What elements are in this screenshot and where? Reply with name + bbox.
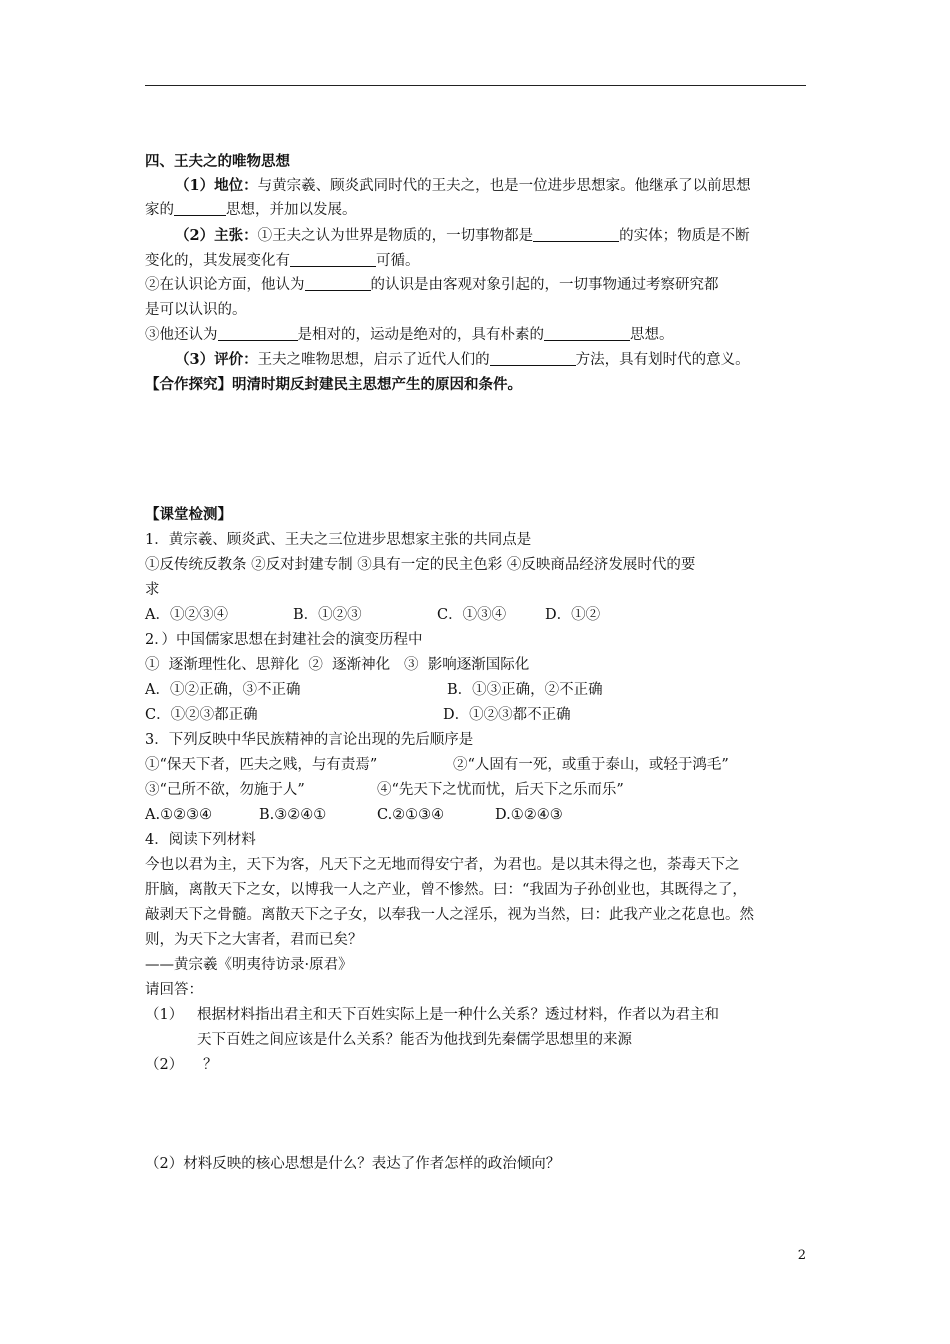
q1-option-b[interactable]: B．①②③ [293, 607, 362, 623]
material-line: 今也以君为主，天下为客，凡天下之无地而得安宁者，为君也。是以其未得之也，荼毒天下之 [145, 857, 740, 873]
epistemology-line [145, 273, 719, 297]
material-source: ——黄宗羲《明夷待访录·原君》 [145, 957, 353, 973]
sub-question-3: （2）材料反映的核心思想是什么？表达了作者怎样的政治倾向？ [145, 1156, 561, 1172]
material-line: 则，为天下之大害者，君而已矣？ [145, 932, 363, 948]
q2-option-a[interactable]: A．①②正确，③不正确 [145, 682, 301, 698]
section-title: 四、王夫之的唯物思想 [145, 153, 290, 170]
question-2: 2．）中国儒家思想在封建社会的演变历程中 [145, 632, 423, 648]
check-title: 【课堂检测】 [145, 506, 232, 523]
evaluation-label: （3）评价： [175, 351, 258, 368]
fill-blank[interactable] [533, 226, 619, 242]
text: 王夫之唯物思想，启示了近代人们的 [257, 352, 490, 368]
question-1-statements-cont: 求 [145, 582, 160, 598]
text: 家的 [145, 202, 174, 218]
text: 思想。 [630, 327, 674, 343]
position-paragraph-cont [145, 198, 357, 222]
question-2-statements: ① 逐渐理性化、思辩化 ② 逐渐神化 ③ 影响逐渐国际化 [145, 657, 530, 673]
epistemology-line-cont: 是可以认识的。 [145, 302, 247, 318]
text: ③他还认为 [145, 327, 218, 343]
q3-option-b[interactable]: B.③②④① [259, 807, 327, 823]
question-1: 1．黄宗羲、顾炎武、王夫之三位进步思想家主张的共同点是 [145, 532, 532, 548]
text: 方法，具有划时代的意义。 [575, 352, 750, 368]
q1-option-c[interactable]: C．①③④ [437, 607, 507, 623]
q3-option-a[interactable]: A.①②③④ [145, 807, 213, 823]
position-label: （1）地位： [175, 177, 258, 194]
text: 的认识是由客观对象引起的，一切事物通过考察研究都 [370, 277, 719, 293]
q3-statement-4: ④“先天下之忧而忧，后天下之乐而乐” [377, 782, 624, 798]
fill-blank[interactable] [490, 350, 576, 366]
sub-question-2-number: （2） [145, 1057, 184, 1073]
cooperative-inquiry: 【合作探究】明清时期反封建民主思想产生的原因和条件。 [145, 376, 522, 393]
claim-paragraph-cont [145, 249, 420, 273]
text: 是相对的，运动是绝对的，具有朴素的 [297, 327, 544, 343]
sub-question-1-number: （1） [145, 1007, 184, 1023]
fill-blank[interactable] [174, 200, 226, 216]
q3-option-d[interactable]: D.①②④③ [495, 807, 563, 823]
q3-statement-3: ③“己所不欲，勿施于人” [145, 782, 305, 798]
text: ①王夫之认为世界是物质的，一切事物都是 [257, 228, 534, 244]
q3-statement-2: ②“人固有一死，或重于泰山，或轻于鸿毛” [453, 757, 729, 773]
q3-option-c[interactable]: C.②①③④ [377, 807, 445, 823]
q1-option-d[interactable]: D．①② [545, 607, 601, 623]
question-4: 4．阅读下列材料 [145, 832, 256, 848]
fill-blank[interactable] [544, 325, 630, 341]
dialectics-line [145, 323, 674, 347]
q1-option-a[interactable]: A．①②③④ [145, 607, 228, 623]
position-paragraph [175, 174, 751, 198]
question-1-statements: ①反传统反教条 ②反对封建专制 ③具有一定的民主色彩 ④反映商品经济发展时代的要 [145, 557, 696, 573]
q2-option-c[interactable]: C．①②③都正确 [145, 707, 258, 723]
header-rule [145, 85, 806, 86]
text: 可循。 [376, 253, 420, 269]
text: ②在认识论方面，他认为 [145, 277, 305, 293]
text: 思想，并加以发展。 [226, 202, 357, 218]
evaluation-paragraph [175, 348, 750, 372]
fill-blank[interactable] [218, 325, 298, 341]
sub-question-2: ？ [203, 1057, 218, 1073]
sub-question-1: 根据材料指出君主和天下百姓实际上是一种什么关系？透过材料，作者以为君主和 [197, 1007, 719, 1023]
claim-label: （2）主张： [175, 227, 258, 244]
sub-question-1-cont: 天下百姓之间应该是什么关系？能否为他找到先秦儒学思想里的来源 [197, 1032, 632, 1048]
q2-option-b[interactable]: B．①③正确，②不正确 [447, 682, 603, 698]
material-line: 敲剥天下之骨髓。离散天下之子女，以奉我一人之淫乐，视为当然，曰：此我产业之花息也。然 [145, 907, 754, 923]
fill-blank[interactable] [305, 275, 371, 291]
answer-prompt: 请回答： [145, 982, 203, 998]
fill-blank[interactable] [290, 251, 376, 267]
material-line: 肝脑，离散天下之女，以博我一人之产业，曾不惨然。曰：“我固为子孙创业也，其既得之了， [145, 882, 747, 898]
text: 的实体；物质是不断 [619, 228, 750, 244]
question-3: 3．下列反映中华民族精神的言论出现的先后顺序是 [145, 732, 474, 748]
text: 变化的，其发展变化有 [145, 253, 290, 269]
q3-statement-1: ①“保天下者，匹夫之贱，与有责焉” [145, 757, 378, 773]
page-number: 2 [797, 1248, 806, 1263]
position-text: 与黄宗羲、顾炎武同时代的王夫之，也是一位进步思想家。他继承了以前思想 [257, 178, 751, 194]
claim-paragraph [175, 224, 750, 248]
q2-option-d[interactable]: D．①②③都不正确 [443, 707, 571, 723]
